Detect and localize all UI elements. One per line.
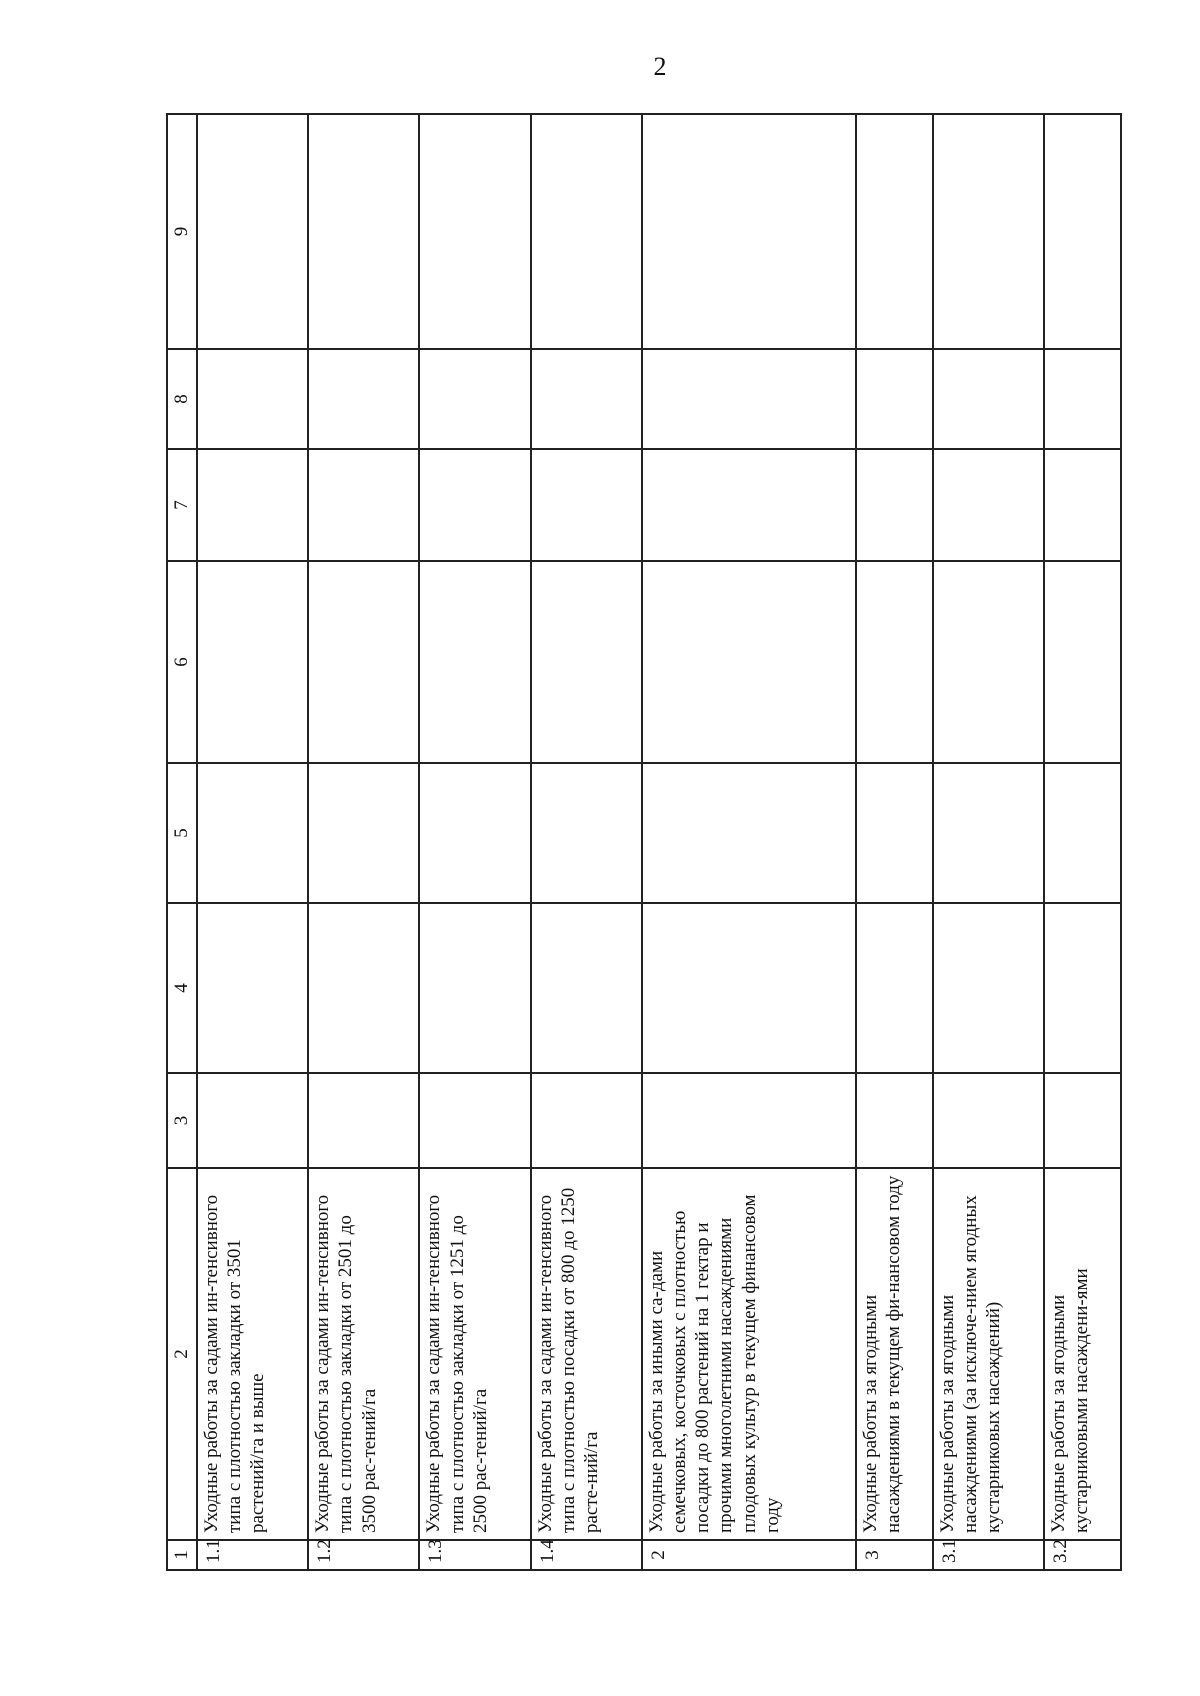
empty-cell <box>419 903 530 1073</box>
row-number: 1.2 <box>308 1540 419 1570</box>
column-header: 9 <box>167 114 197 349</box>
empty-cell <box>419 114 530 349</box>
empty-cell <box>642 449 856 561</box>
empty-cell <box>197 349 308 449</box>
table-row <box>856 114 933 1570</box>
row-number: 3.1 <box>933 1540 1044 1570</box>
empty-cell <box>308 349 419 449</box>
empty-cell <box>1044 114 1121 349</box>
empty-cell <box>308 561 419 763</box>
row-number: 1.3 <box>419 1540 530 1570</box>
row-description: Уходные работы за садами ин-тенсивного типа с плотностью посадки от 800 до 1250 расте-ний/га <box>531 1168 642 1540</box>
column-header: 3 <box>167 1073 197 1168</box>
empty-cell <box>1044 349 1121 449</box>
row-description: Уходные работы за ягодными насаждениями (за исключе-нием ягодных кустарниковых насаждений) <box>933 1168 1044 1540</box>
row-number: 3.2 <box>1044 1540 1121 1570</box>
empty-cell <box>642 903 856 1073</box>
empty-cell <box>933 449 1044 561</box>
row-number: 1.1 <box>197 1540 308 1570</box>
row-description: Уходные работы за ягодными насаждениями в текущем фи-нансовом году <box>856 1168 933 1540</box>
empty-cell <box>197 561 308 763</box>
empty-cell <box>933 561 1044 763</box>
column-header: 7 <box>167 449 197 561</box>
empty-cell <box>933 114 1044 349</box>
column-header: 4 <box>167 903 197 1073</box>
empty-cell <box>308 903 419 1073</box>
empty-cell <box>642 1073 856 1168</box>
column-header: 2 <box>167 1168 197 1540</box>
empty-cell <box>531 449 642 561</box>
empty-cell <box>531 114 642 349</box>
page-number: 2 <box>653 52 667 81</box>
empty-cell <box>933 1073 1044 1168</box>
empty-cell <box>642 114 856 349</box>
empty-cell <box>197 903 308 1073</box>
row-description: Уходные работы за садами ин-тенсивного типа с плотностью закладки от 3501 растений/га и выше <box>197 1168 308 1540</box>
empty-cell <box>419 449 530 561</box>
column-header: 5 <box>167 763 197 903</box>
column-header: 1 <box>167 1540 197 1570</box>
empty-cell <box>308 1073 419 1168</box>
empty-cell <box>531 349 642 449</box>
works-table <box>166 113 1122 1571</box>
empty-cell <box>308 114 419 349</box>
empty-cell <box>856 561 933 763</box>
empty-cell <box>933 763 1044 903</box>
table-row <box>933 114 1044 1570</box>
empty-cell <box>531 561 642 763</box>
table-row <box>419 114 530 1570</box>
empty-cell <box>642 561 856 763</box>
table-row <box>308 114 419 1570</box>
empty-cell <box>531 1073 642 1168</box>
table-row <box>1044 114 1121 1570</box>
table-row <box>197 114 308 1570</box>
empty-cell <box>197 114 308 349</box>
row-description: Уходные работы за иными са-дами семечковых, косточковых с плотностью посадки до 800 растений на 1 гектар и прочими многолетними насаждениями плодовых культур в текущем финансовом году <box>642 1168 856 1540</box>
empty-cell <box>197 1073 308 1168</box>
row-description: Уходные работы за ягодными кустарниковыми насаждени-ями <box>1044 1168 1121 1540</box>
empty-cell <box>933 903 1044 1073</box>
empty-cell <box>419 561 530 763</box>
table-header-row <box>167 114 197 1570</box>
table-row <box>642 114 856 1570</box>
row-number: 2 <box>642 1540 856 1570</box>
empty-cell <box>1044 449 1121 561</box>
empty-cell <box>1044 763 1121 903</box>
empty-cell <box>642 349 856 449</box>
empty-cell <box>642 763 856 903</box>
empty-cell <box>197 449 308 561</box>
empty-cell <box>1044 1073 1121 1168</box>
empty-cell <box>419 763 530 903</box>
empty-cell <box>1044 561 1121 763</box>
table-row <box>531 114 642 1570</box>
row-description: Уходные работы за садами ин-тенсивного типа с плотностью закладки от 2501 до 3500 рас-тений/га <box>308 1168 419 1540</box>
row-description: Уходные работы за садами ин-тенсивного типа с плотностью закладки от 1251 до 2500 рас-тений/га <box>419 1168 530 1540</box>
empty-cell <box>419 1073 530 1168</box>
empty-cell <box>856 903 933 1073</box>
row-number: 1.4 <box>531 1540 642 1570</box>
row-number: 3 <box>856 1540 933 1570</box>
empty-cell <box>856 449 933 561</box>
empty-cell <box>308 763 419 903</box>
empty-cell <box>1044 903 1121 1073</box>
rotated-table-container <box>166 115 1122 1571</box>
empty-cell <box>856 763 933 903</box>
empty-cell <box>856 1073 933 1168</box>
empty-cell <box>419 349 530 449</box>
empty-cell <box>197 763 308 903</box>
empty-cell <box>856 114 933 349</box>
empty-cell <box>531 903 642 1073</box>
column-header: 6 <box>167 561 197 763</box>
empty-cell <box>308 449 419 561</box>
empty-cell <box>856 349 933 449</box>
empty-cell <box>933 349 1044 449</box>
column-header: 8 <box>167 349 197 449</box>
empty-cell <box>531 763 642 903</box>
